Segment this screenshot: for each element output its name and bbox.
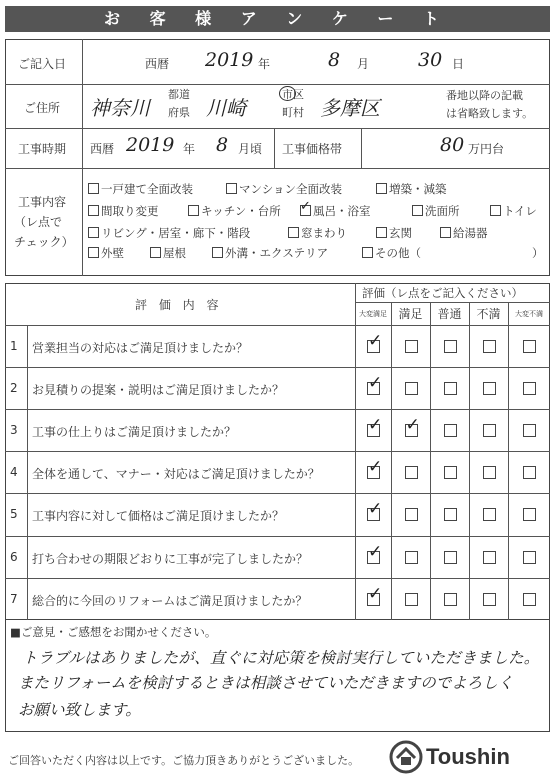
work-option-label: 屋根 xyxy=(163,246,186,260)
rating-checkbox[interactable] xyxy=(405,508,418,521)
work-option-label: トイレ xyxy=(503,204,537,218)
work-option-label: 外壁 xyxy=(101,246,124,260)
question-number: 2 xyxy=(10,381,18,396)
work-label-3: チェック） xyxy=(14,235,74,249)
work-option-label: マンション全面改装 xyxy=(239,182,342,196)
work-option[interactable] xyxy=(490,203,537,219)
work-option[interactable] xyxy=(88,225,250,241)
checkbox-icon[interactable] xyxy=(150,247,161,258)
rating-scale-label: 不満 xyxy=(476,307,501,321)
checkbox-icon[interactable] xyxy=(188,205,199,216)
date-year[interactable]: 2019 xyxy=(205,49,254,71)
checkmark-icon: ✓ xyxy=(368,331,383,351)
checkbox-icon[interactable] xyxy=(88,183,99,194)
rating-checkbox[interactable] xyxy=(483,508,496,521)
checkbox-icon[interactable] xyxy=(490,205,501,216)
checkbox-icon[interactable] xyxy=(376,183,387,194)
question-text: 工事の仕上りはご満足頂けましたか？ xyxy=(32,425,237,440)
question-text: 工事内容に対して価格はご満足頂けましたか？ xyxy=(32,509,285,524)
work-option[interactable] xyxy=(88,203,159,219)
question-text: 営業担当の対応はご満足頂けましたか？ xyxy=(32,341,249,355)
toushin-logo-icon xyxy=(389,740,423,774)
period-unit: 月頃 xyxy=(238,142,263,156)
checkbox-icon[interactable] xyxy=(440,227,451,238)
rating-checkbox[interactable] xyxy=(444,551,457,564)
date-label: ご記入日 xyxy=(18,57,67,71)
question-text: 全体を通して、マナー・対応はご満足頂けましたか？ xyxy=(32,467,320,482)
work-option-label: 増築・減築 xyxy=(389,182,447,196)
rating-checkbox[interactable] xyxy=(523,551,536,564)
work-label-1: 工事内容 xyxy=(18,195,67,209)
rating-checkbox[interactable] xyxy=(483,593,496,606)
work-option[interactable] xyxy=(150,245,186,261)
checkbox-icon[interactable] xyxy=(88,227,99,238)
question-text: お見積りの提案・説明はご満足頂けましたか？ xyxy=(32,383,285,398)
rating-checkbox[interactable] xyxy=(444,508,457,521)
question-number: 4 xyxy=(10,465,18,480)
question-number: 5 xyxy=(10,507,18,522)
rating-checkbox[interactable] xyxy=(483,424,496,437)
checkbox-icon[interactable] xyxy=(88,247,99,258)
work-option-label: 間取り変更 xyxy=(101,204,159,218)
rating-checkbox[interactable] xyxy=(444,593,457,606)
work-option[interactable] xyxy=(376,225,412,241)
work-option[interactable] xyxy=(412,203,460,219)
survey-content-header: 評 価 内 容 xyxy=(135,298,223,312)
rating-checkbox[interactable] xyxy=(483,382,496,395)
work-option-label: その他（ xyxy=(375,246,421,260)
year-unit: 年 xyxy=(258,57,271,71)
rating-checkbox[interactable] xyxy=(405,340,418,353)
checked-checkbox-icon[interactable] xyxy=(300,205,311,216)
price-value[interactable]: 80 xyxy=(440,134,465,156)
price-label: 工事価格帯 xyxy=(282,142,343,156)
rating-checkbox[interactable] xyxy=(444,340,457,353)
work-option-label: 給湯器 xyxy=(453,226,488,240)
work-option-label: 窓まわり xyxy=(301,226,347,240)
checkmark-icon: ✓ xyxy=(368,415,383,436)
question-number: 7 xyxy=(10,591,18,606)
rating-scale-label: 普通 xyxy=(437,307,462,321)
addr-chouson: 町村 xyxy=(282,106,304,119)
rating-checkbox[interactable] xyxy=(405,551,418,564)
comment-line-3: お願い致します。 xyxy=(18,701,141,719)
price-unit: 万円台 xyxy=(468,142,505,156)
rating-scale-label: 満足 xyxy=(398,307,423,321)
day-unit: 日 xyxy=(452,57,465,71)
checkmark-icon: ✓ xyxy=(368,499,383,520)
date-month[interactable]: 8 xyxy=(328,49,341,71)
work-option[interactable] xyxy=(376,181,447,197)
rating-checkbox[interactable] xyxy=(405,593,418,606)
circle-mark xyxy=(279,86,296,101)
rating-checkbox[interactable] xyxy=(523,466,536,479)
footer-thanks: ご回答いただく内容は以上です。ご協力頂きありがとうございました。 xyxy=(8,754,360,767)
question-text: 打ち合わせの期限どおりに工事が完了しましたか？ xyxy=(32,551,309,566)
address-label: ご住所 xyxy=(24,101,61,115)
work-label-2: （レ点で xyxy=(14,215,63,229)
work-option[interactable] xyxy=(212,245,328,261)
work-option[interactable] xyxy=(288,225,347,241)
address-prefecture[interactable]: 神奈川 xyxy=(90,96,150,120)
date-day[interactable]: 30 xyxy=(418,49,443,71)
rating-checkbox[interactable] xyxy=(523,593,536,606)
rating-checkbox[interactable] xyxy=(523,508,536,521)
rating-checkbox[interactable] xyxy=(444,466,457,479)
work-option-label: キッチン・台所 xyxy=(201,204,281,218)
period-year[interactable]: 2019 xyxy=(126,134,175,156)
work-option[interactable] xyxy=(226,181,342,197)
address-note-1: 番地以降の記載 xyxy=(446,89,523,102)
checkbox-icon[interactable] xyxy=(88,205,99,216)
addr-todo: 都道 xyxy=(168,88,190,101)
work-option-label: 洗面所 xyxy=(425,204,460,218)
work-option[interactable] xyxy=(88,245,124,261)
rating-checkbox[interactable] xyxy=(405,466,418,479)
work-option-label: 風呂・浴室 xyxy=(313,204,371,218)
brand-name: Toushin xyxy=(426,744,510,769)
checkbox-icon[interactable] xyxy=(412,205,423,216)
work-option-label: 玄関 xyxy=(389,226,412,240)
checkmark-icon: ✓ xyxy=(368,457,383,478)
checkmark-icon: ✓ xyxy=(405,415,420,436)
checkbox-icon[interactable] xyxy=(212,247,223,258)
month-unit: 月 xyxy=(357,57,370,71)
rating-scale-label: 大変不満 xyxy=(515,310,543,318)
address-note-2: は省略致します。 xyxy=(446,107,534,120)
work-option[interactable] xyxy=(440,225,488,241)
work-option-label: リビング・居室・廊下・階段 xyxy=(101,226,251,240)
rating-checkbox[interactable] xyxy=(483,340,496,353)
work-option[interactable] xyxy=(362,245,421,261)
question-text: 総合的に今回のリフォームはご満足頂けましたか？ xyxy=(32,593,308,608)
comment-line-1: トラブルはありましたが、直ぐに対応策を検討実行していただきました。 xyxy=(22,649,540,667)
period-year-unit: 年 xyxy=(183,142,196,156)
period-label: 工事時期 xyxy=(18,142,67,156)
survey-title: お 客 様 ア ン ケ ー ト xyxy=(5,6,550,32)
question-number: 3 xyxy=(10,423,18,438)
rating-scale-label: 大変満足 xyxy=(359,310,387,318)
work-option[interactable] xyxy=(88,181,193,197)
question-number: 1 xyxy=(10,339,18,353)
checkbox-icon[interactable] xyxy=(226,183,237,194)
comment-line-2: またリフォームを検討するときは相談させていただきますのでよろしく xyxy=(18,674,514,692)
address-city[interactable]: 川崎 xyxy=(206,96,246,120)
other-close: ） xyxy=(532,246,544,260)
period-era: 西暦 xyxy=(90,142,115,156)
work-option-label: 一戸建て全面改装 xyxy=(101,182,193,196)
question-number: 6 xyxy=(10,549,18,564)
work-option[interactable] xyxy=(188,203,281,219)
checkmark-icon: ✓ xyxy=(368,583,383,604)
rating-checkbox[interactable] xyxy=(483,551,496,564)
rating-checkbox[interactable] xyxy=(523,382,536,395)
rating-checkbox[interactable] xyxy=(405,382,418,395)
checkmark-icon: ✓ xyxy=(368,373,383,394)
date-era: 西暦 xyxy=(145,57,170,71)
addr-fuken: 府県 xyxy=(168,106,190,119)
checkbox-icon[interactable] xyxy=(362,247,373,258)
checkbox-icon[interactable] xyxy=(376,227,387,238)
period-month[interactable]: 8 xyxy=(216,134,229,156)
work-option-label: 外溝・エクステリア xyxy=(225,246,329,260)
work-option[interactable] xyxy=(300,203,371,219)
rating-checkbox[interactable] xyxy=(444,382,457,395)
rating-checkbox[interactable] xyxy=(444,424,457,437)
rating-checkbox[interactable] xyxy=(483,466,496,479)
addr-shiku: 市区 xyxy=(282,88,304,101)
checkbox-icon[interactable] xyxy=(288,227,299,238)
rating-checkbox[interactable] xyxy=(523,424,536,437)
address-ward[interactable]: 多摩区 xyxy=(320,96,380,120)
checkmark-icon: ✓ xyxy=(368,541,383,562)
rating-checkbox[interactable] xyxy=(523,340,536,353)
comment-header: ■ご意見・ご感想をお聞かせください。 xyxy=(10,625,217,639)
survey-rating-header: 評価（レ点をご記入ください） xyxy=(362,286,523,300)
